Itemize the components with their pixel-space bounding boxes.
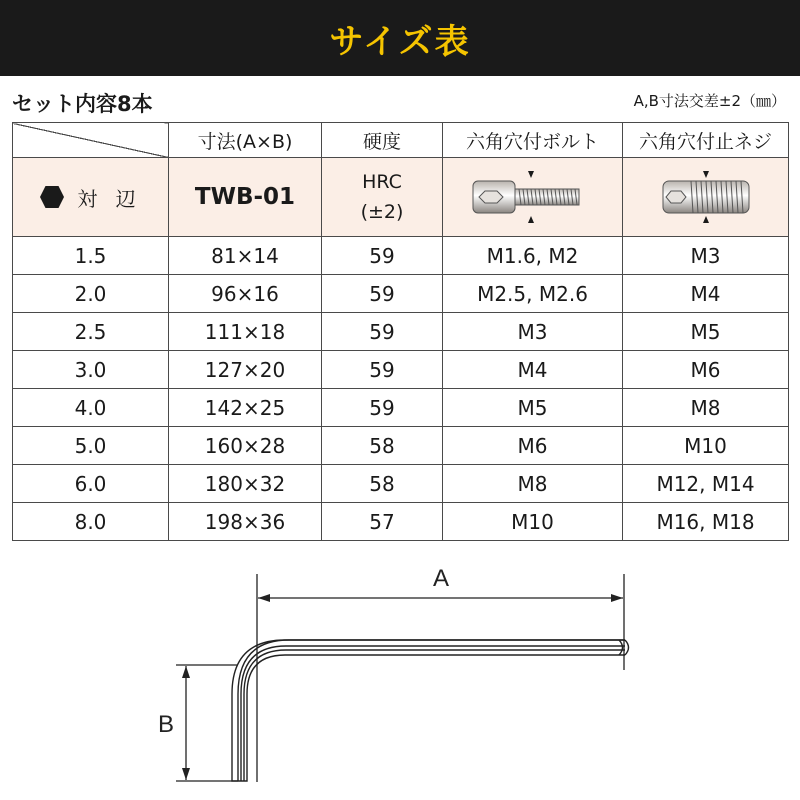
dimensions-cell: 160×28 [169,427,322,465]
dimensions-cell: 111×18 [169,313,322,351]
set-screw-size-cell: M3 [623,237,789,275]
table-row [13,389,789,427]
set-screw-icon [651,167,761,227]
subheader-row [13,158,789,237]
set-screw-size-cell: M4 [623,275,789,313]
key-size-cell: 1.5 [13,237,169,275]
hardness-cell: 58 [322,465,443,503]
header-hardness: 硬度 [322,123,443,158]
set-screw-size-cell: M8 [623,389,789,427]
bolt-size-cell: M2.5, M2.6 [443,275,623,313]
dimensions-cell: 127×20 [169,351,322,389]
header-socket-bolt: 六角穴付ボルト [443,123,623,158]
table-row [13,427,789,465]
set-screw-size-cell: M12, M14 [623,465,789,503]
key-size-cell: 3.0 [13,351,169,389]
hardness-cell: 59 [322,389,443,427]
dimensions-cell: 180×32 [169,465,322,503]
key-size-cell: 4.0 [13,389,169,427]
hardness-cell: 59 [322,237,443,275]
socket-head-bolt-icon [463,167,603,227]
hardness-cell: 58 [322,427,443,465]
dimension-a-label: A [432,565,450,592]
set-screw-size-cell: M16, M18 [623,503,789,541]
table-row [13,313,789,351]
hardness-cell: 59 [322,275,443,313]
corner-cell [13,123,169,158]
bolt-size-cell: M3 [443,313,623,351]
table-row [13,275,789,313]
hex-key-dimension-diagram [0,560,800,800]
model-number: TWB-01 [194,184,296,210]
bolt-size-cell: M6 [443,427,623,465]
bolt-size-cell: M4 [443,351,623,389]
dimensions-cell: 198×36 [169,503,322,541]
key-size-cell: 2.5 [13,313,169,351]
bolt-size-cell: M10 [443,503,623,541]
size-table [12,122,789,541]
dimensions-cell: 142×25 [169,389,322,427]
set-contents-caption: セット内容8本 [12,92,153,116]
bolt-size-cell: M8 [443,465,623,503]
set-screw-size-cell: M6 [623,351,789,389]
key-size-cell: 8.0 [13,503,169,541]
hardness-cell: 59 [322,351,443,389]
bolt-size-cell: M1.6, M2 [443,237,623,275]
dimension-b-label: B [157,711,175,738]
table-row [13,503,789,541]
table-row [13,465,789,503]
bolt-size-cell: M5 [443,389,623,427]
header-row [13,123,789,158]
table-row [13,351,789,389]
dimensions-cell: 96×16 [169,275,322,313]
hrc-label: HRC [362,171,402,193]
page-title: サイズ表 [329,21,471,62]
header-set-screw: 六角穴付止ネジ [623,123,789,158]
key-size-cell: 5.0 [13,427,169,465]
key-size-cell: 2.0 [13,275,169,313]
hexagon-icon [39,185,65,209]
title-banner [0,0,800,76]
key-size-cell: 6.0 [13,465,169,503]
dimensions-cell: 81×14 [169,237,322,275]
across-flats-cell [13,158,169,237]
hardness-cell: 59 [322,313,443,351]
set-screw-size-cell: M5 [623,313,789,351]
table-row [13,237,789,275]
tolerance-note: A,B寸法交差±2（㎜） [633,92,786,110]
hardness-cell: 57 [322,503,443,541]
across-flats-label: 対 辺 [77,186,142,211]
hrc-tolerance: (±2) [360,201,404,223]
header-dimensions: 寸法(A×B) [169,123,322,158]
set-screw-size-cell: M10 [623,427,789,465]
